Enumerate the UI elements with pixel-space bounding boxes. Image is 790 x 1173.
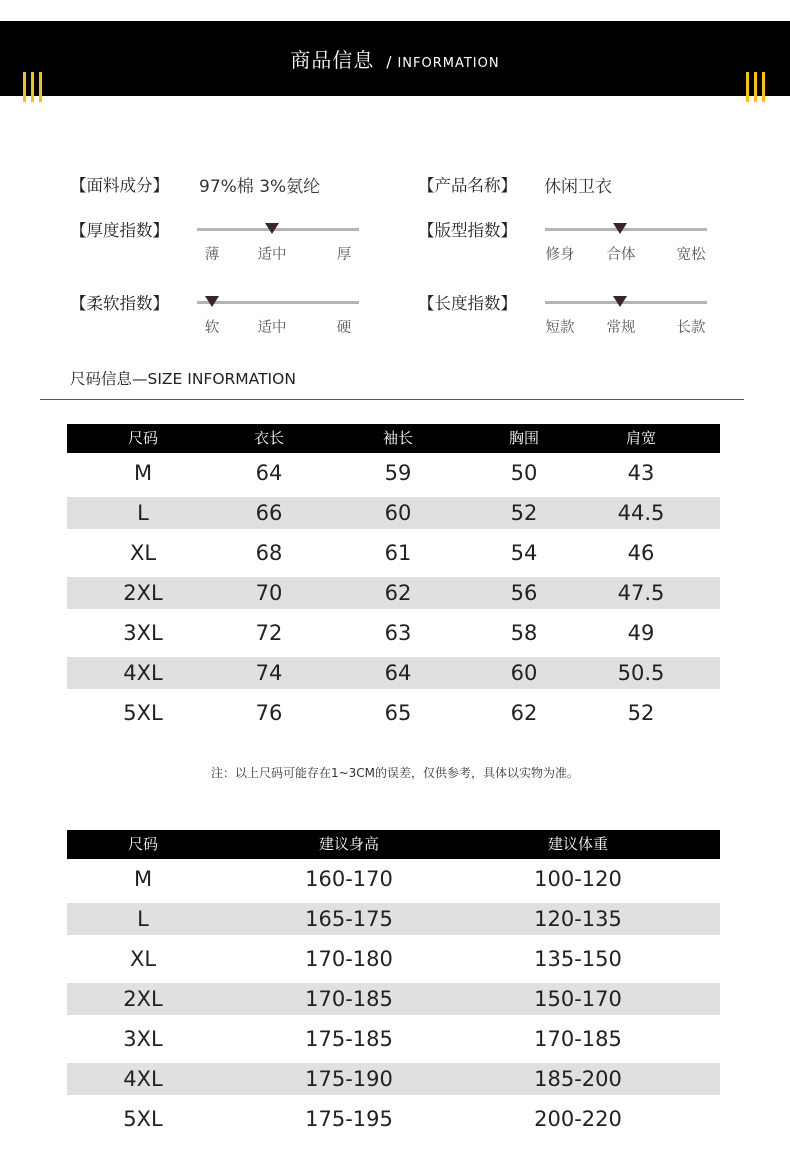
scale-tick-high: 长款 (676, 320, 706, 336)
table-cell: 64 (255, 461, 283, 485)
table-cell: 2XL (123, 987, 163, 1011)
table-cell: 62 (510, 701, 538, 725)
table-row (67, 1099, 720, 1139)
table-cell: 160-170 (305, 867, 393, 891)
table-cell: 4XL (123, 661, 163, 685)
scale-tick-low: 短款 (545, 320, 575, 336)
table-cell: 60 (510, 661, 538, 685)
table-cell: 52 (627, 701, 655, 725)
table-cell: 5XL (123, 1107, 163, 1131)
table-cell: 62 (384, 581, 412, 605)
scale-tick-low: 软 (204, 320, 220, 336)
fit-index-scale (545, 221, 707, 271)
material-value: 97%棉 3%氨纶 (199, 177, 321, 197)
table-cell: 74 (255, 661, 283, 685)
table-cell: XL (129, 541, 157, 565)
scale-track (197, 301, 359, 304)
table-cell: 175-195 (305, 1107, 393, 1131)
scale-tick-low: 薄 (204, 247, 220, 263)
table-cell: 59 (384, 461, 412, 485)
table-cell: 170-180 (305, 947, 393, 971)
table-cell: 2XL (123, 581, 163, 605)
table-cell: 70 (255, 581, 283, 605)
table-cell: 54 (510, 541, 538, 565)
thickness-index-label: 【厚度指数】 (70, 221, 169, 240)
length-index-label: 【长度指数】 (418, 294, 517, 313)
table-cell: 50 (510, 461, 538, 485)
table-cell: 58 (510, 621, 538, 645)
size-section-heading: 尺码信息—SIZE INFORMATION (70, 370, 296, 388)
section-divider (40, 399, 744, 400)
table-row (67, 983, 720, 1015)
header-title-en: INFORMATION (397, 56, 500, 71)
recommend-table (67, 830, 720, 1139)
scale-tick-mid: 适中 (257, 320, 287, 336)
table-cell: 4XL (123, 1067, 163, 1091)
table-cell: 170-185 (305, 987, 393, 1011)
table-row (67, 533, 720, 573)
scale-marker-icon (613, 223, 627, 234)
scale-tick-high: 硬 (336, 320, 352, 336)
table-cell: 72 (255, 621, 283, 645)
table-cell: 68 (255, 541, 283, 565)
scale-tick-mid: 合体 (606, 247, 636, 263)
table-cell: 175-190 (305, 1067, 393, 1091)
table-header-cell: 袖长 (382, 429, 414, 447)
table-cell: 3XL (123, 621, 163, 645)
table-header-cell: 尺码 (127, 429, 159, 447)
table-row (67, 577, 720, 609)
table-cell: 63 (384, 621, 412, 645)
header-title (0, 21, 790, 96)
table-cell: 5XL (123, 701, 163, 725)
scale-tick-mid: 适中 (257, 247, 287, 263)
table-cell: M (133, 461, 153, 485)
scale-tick-mid: 常规 (606, 320, 636, 336)
table-cell: 60 (384, 501, 412, 525)
scale-marker-icon (613, 296, 627, 307)
table-cell: 170-185 (534, 1027, 622, 1051)
table-row (67, 1063, 720, 1095)
table-cell: 135-150 (534, 947, 622, 971)
table-header-cell: 建议体重 (547, 835, 609, 853)
table-header-row (67, 830, 720, 859)
table-cell: 76 (255, 701, 283, 725)
scale-marker-icon (265, 223, 279, 234)
table-cell: 65 (384, 701, 412, 725)
thickness-index-scale (197, 221, 359, 271)
table-header-row (67, 424, 720, 453)
length-index-scale (545, 294, 707, 344)
table-cell: 100-120 (534, 867, 622, 891)
table-header-cell: 尺码 (127, 835, 159, 853)
product-name-value: 休闲卫衣 (544, 177, 612, 197)
table-cell: 43 (627, 461, 655, 485)
table-cell: 47.5 (617, 581, 665, 605)
table-cell: L (137, 907, 149, 931)
scale-tick-high: 宽松 (676, 247, 706, 263)
header-title-cn: 商品信息 (290, 48, 375, 72)
header-bar (0, 21, 790, 96)
table-cell: 56 (510, 581, 538, 605)
table-cell: 3XL (123, 1027, 163, 1051)
table-row (67, 613, 720, 653)
table-cell: 175-185 (305, 1027, 393, 1051)
table-cell: 120-135 (534, 907, 622, 931)
table-header-cell: 衣长 (253, 429, 285, 447)
table-row (67, 859, 720, 899)
table-cell: 50.5 (617, 661, 665, 685)
table-cell: 185-200 (534, 1067, 622, 1091)
table-row (67, 657, 720, 689)
table-cell: 200-220 (534, 1107, 622, 1131)
scale-marker-icon (205, 296, 219, 307)
table-row (67, 693, 720, 733)
material-label: 【面料成分】 (70, 176, 169, 195)
size-table (67, 424, 720, 733)
table-cell: 49 (627, 621, 655, 645)
softness-index-label: 【柔软指数】 (70, 294, 169, 313)
table-row (67, 1019, 720, 1059)
table-cell: XL (129, 947, 157, 971)
table-cell: 44.5 (617, 501, 665, 525)
size-note: 注：以上尺码可能存在1~3CM的误差，仅供参考，具体以实物为准。 (210, 766, 580, 780)
table-header-cell: 建议身高 (318, 835, 380, 853)
table-row (67, 453, 720, 493)
table-cell: 64 (384, 661, 412, 685)
table-cell: 165-175 (305, 907, 393, 931)
scale-tick-high: 厚 (336, 247, 352, 263)
decorative-stripes-left-icon (23, 72, 45, 102)
table-cell: M (133, 867, 153, 891)
table-header-cell: 胸围 (508, 429, 540, 447)
table-cell: L (137, 501, 149, 525)
table-cell: 61 (384, 541, 412, 565)
table-row (67, 939, 720, 979)
table-cell: 52 (510, 501, 538, 525)
table-cell: 46 (627, 541, 655, 565)
fit-index-label: 【版型指数】 (418, 221, 517, 240)
product-name-label: 【产品名称】 (418, 176, 517, 195)
header-separator: / (386, 53, 392, 71)
scale-tick-low: 修身 (545, 247, 575, 263)
decorative-stripes-right-icon (746, 72, 768, 102)
table-cell: 66 (255, 501, 283, 525)
table-cell: 150-170 (534, 987, 622, 1011)
table-row (67, 903, 720, 935)
table-header-cell: 肩宽 (625, 429, 657, 447)
table-row (67, 497, 720, 529)
softness-index-scale (197, 294, 359, 344)
